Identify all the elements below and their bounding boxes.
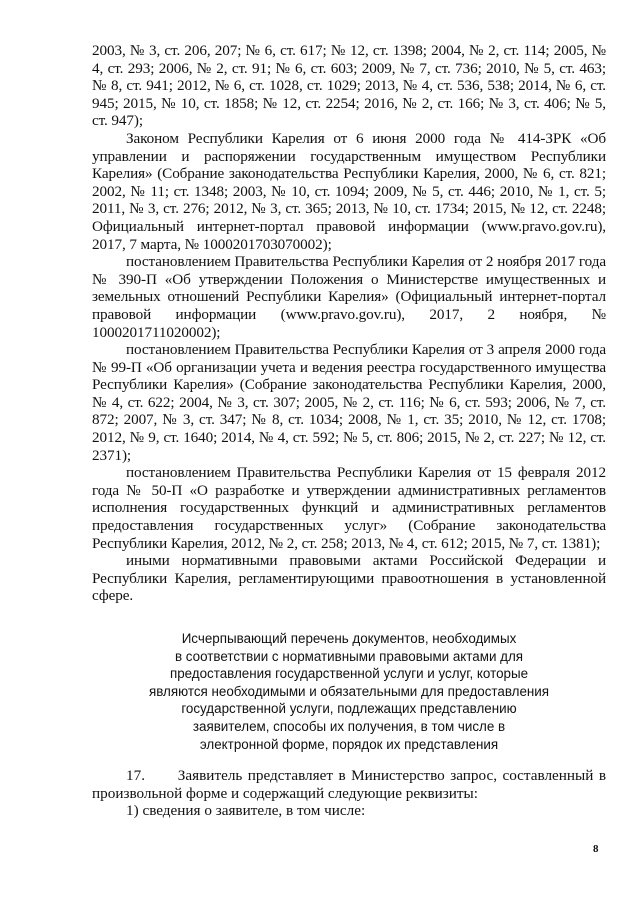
heading-line: Исчерпывающий перечень документов, необходимых: [181, 631, 517, 646]
heading-line: электронной форме, порядок их представления: [199, 736, 499, 752]
heading-line: в соответствии с нормативными правовыми актами для: [174, 648, 524, 664]
paragraph-item-17: 17. Заявитель представляет в Министерство запрос, составленный в произвольной форме и содержащий следующие реквизиты:: [92, 767, 610, 802]
legal-basis-list: [92, 42, 606, 605]
paragraph-resolution-50-p: постановлением Правительства Республики Карелия от 15 февраля 2012 года № 50-П «О разработке и утверждении административных регламентов исполнения государственных функций и административных регламентов предоставления государственных услуг» (Собрание законодательства Республики Карелия, 2012, № 2, ст. 258; 2013, № 4, ст. 612; 2015, № 7, ст. 1381);: [92, 464, 606, 552]
heading-line: заявителем, способы их получения, в том числе в: [192, 718, 506, 734]
paragraph-law-414-zrk: Законом Республики Карелия от 6 июня 2000 года № 414-ЗРК «Об управлении и распоряжении государственным имуществом Республики Карелия» (Собрание законодательства Республики Карелия, 2000, № 6, ст. 821; 2002, № 11; ст. 1348; 2003, № 10, ст. 1094; 2009, № 5, ст. 446; 2010, № 1, ст. 5; 2011, № 3, ст. 276; 2012, № 3, ст. 365; 2013, № 10, ст. 1734; 2015, № 12, ст. 2248; Официальный интернет-портал правовой информации (www.pravo.gov.ru), 2017, 7 марта, № 1000201703070002);: [92, 129, 606, 253]
paragraph-resolution-99-p: постановлением Правительства Республики Карелия от 3 апреля 2000 года № 99-П «Об организации учета и ведения реестра государственного имущества Республики Карелия» (Собрание законодательства Республики Карелия, 2000, № 4, ст. 622; 2004, № 3, ст. 307; 2005, № 2, ст. 116; № 6, ст. 593; 2006, № 7, ст. 872; 2007, № 3, ст. 347; № 8, ст. 1034; 2008, № 1, ст. 35; 2010, № 12, ст. 1708; 2012, № 9, ст. 1640; 2014, № 4, ст. 592; № 5, ст. 806; 2015, № 2, ст. 227; № 12, ст. 2371);: [92, 341, 606, 464]
heading-line: являются необходимыми и обязательными для предоставления: [148, 683, 550, 699]
heading-line: предоставления государственной услуги и услуг, которые: [169, 666, 529, 682]
section-body: [92, 767, 610, 820]
paragraph-other-acts: иными нормативными правовыми актами Российской Федерации и Республики Карелия, регламентирующими правоотношения в установленной сфере.: [92, 552, 606, 605]
heading-line: государственной услуги, подлежащих представлению: [181, 701, 517, 717]
section-heading: [92, 630, 606, 753]
page-number: 8: [593, 843, 599, 855]
paragraph-continuation: 2003, № 3, ст. 206, 207; № 6, ст. 617; № 12, ст. 1398; 2004, № 2, ст. 114; 2005, № 4, ст. 293; 2006, № 2, ст. 91; № 6, ст. 603; 2009, № 7, ст. 736; 2010, № 5, ст. 463; № 8, ст. 941; 2012, № 6, ст. 1028, ст. 1029; 2013, № 4, ст. 536, 538; 2014, № 6, ст. 945; 2015, № 10, ст. 1858; № 12, ст. 2254; 2016, № 2, ст. 166; № 3, ст. 406; № 5, ст. 947);: [92, 42, 606, 130]
paragraph-resolution-390-p: постановлением Правительства Республики Карелия от 2 ноября 2017 года № 390-П «Об утверждении Положения о Министерстве имущественных и земельных отношений Республики Карелия» (Официальный интернет-портал правовой информации (www.pravo.gov.ru), 2017, 2 ноября, № 1000201711020002);: [92, 253, 606, 341]
paragraph-subitem-1: 1) сведения о заявителе, в том числе:: [126, 802, 366, 820]
